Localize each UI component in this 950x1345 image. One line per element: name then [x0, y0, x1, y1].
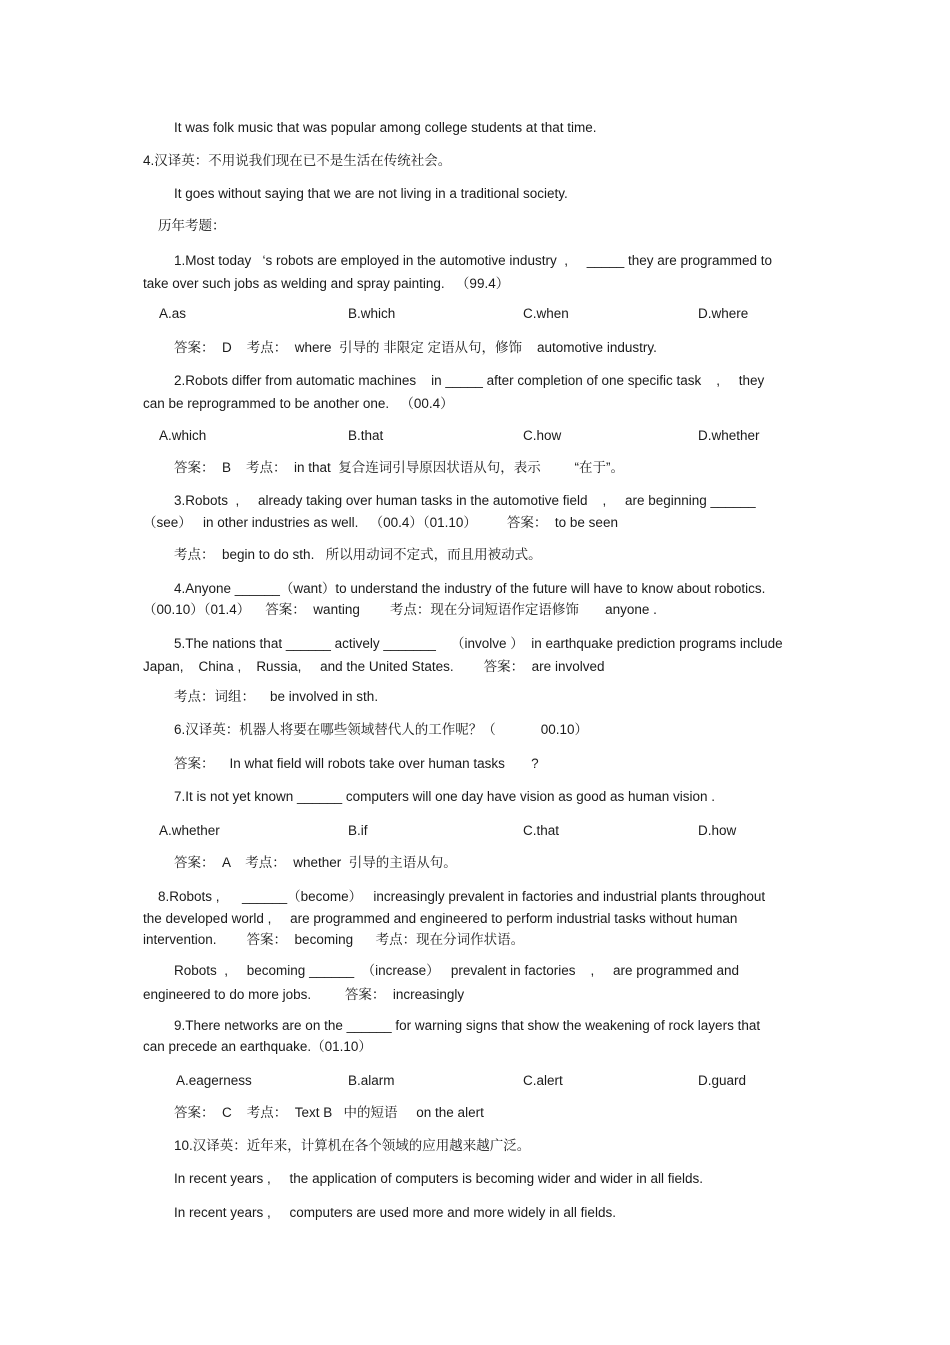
- text-line: 6.汉译英：机器人将要在哪些领域替代人的工作呢？（ 00.10）: [174, 722, 589, 737]
- text-line: 10.汉译英：近年来，计算机在各个领域的应用越来越广泛。: [174, 1138, 531, 1153]
- text-line: take over such jobs as welding and spray painting. （99.4）: [143, 276, 510, 291]
- text-line: 历年考题：: [158, 218, 226, 233]
- text-line: 9.There networks are on the ______ for warning signs that show the weakening of rock layers that: [174, 1018, 761, 1033]
- text-line: 4.Anyone ______（want）to understand the industry of the future will have to know about robotics.: [174, 581, 766, 596]
- text-line: 答案： D 考点： where 引导的 非限定 定语从句，修饰 automotive industry.: [174, 340, 657, 355]
- answer-option: C.that: [523, 823, 560, 838]
- text-line: （see） in other industries as well. （00.4）（01.10） 答案： to be seen: [143, 515, 618, 530]
- text-line: 4.汉译英：不用说我们现在已不是生活在传统社会。: [143, 153, 452, 168]
- answer-option: D.how: [698, 823, 737, 838]
- text-line: 1.Most today ‘s robots are employed in the automotive industry , _____ they are programmed to: [174, 253, 773, 268]
- text-line: 考点：词组： be involved in sth.: [174, 689, 379, 704]
- text-line: It was folk music that was popular among college students at that time.: [174, 120, 597, 135]
- answer-option: B.that: [348, 428, 384, 443]
- answer-option: C.when: [523, 306, 569, 321]
- answer-option: D.whether: [698, 428, 760, 443]
- text-line: Robots , becoming ______ （increase） prevalent in factories , are programmed and: [174, 963, 740, 978]
- answer-option: A.whether: [159, 823, 220, 838]
- answer-option: D.where: [698, 306, 749, 321]
- answer-option: B.which: [348, 306, 396, 321]
- text-line: 5.The nations that ______ actively _______ （involve ） in earthquake prediction programs include: [174, 636, 783, 651]
- text-line: 2.Robots differ from automatic machines in _____ after completion of one specific task , they: [174, 373, 765, 388]
- text-line: 8.Robots , ______（become） increasingly prevalent in factories and industrial plants throughout: [158, 889, 766, 904]
- text-line: the developed world , are programmed and engineered to perform industrial tasks without human: [143, 911, 738, 926]
- text-line: 答案： In what field will robots take over human tasks ?: [174, 756, 539, 771]
- text-line: engineered to do more jobs. 答案： increasingly: [143, 987, 465, 1002]
- answer-option: A.which: [159, 428, 207, 443]
- answer-option: A.as: [159, 306, 187, 321]
- answer-option: C.how: [523, 428, 562, 443]
- text-line: Japan, China , Russia, and the United States. 答案： are involved: [143, 659, 605, 674]
- answer-option: B.alarm: [348, 1073, 395, 1088]
- text-line: It goes without saying that we are not living in a traditional society.: [174, 186, 568, 201]
- text-line: 答案： A 考点： whether 引导的主语从句。: [174, 855, 457, 870]
- text-line: 答案： C 考点： Text B 中的短语 on the alert: [174, 1105, 484, 1120]
- text-line: 3.Robots , already taking over human tasks in the automotive field , are beginning ______: [174, 493, 756, 508]
- answer-option: B.if: [348, 823, 368, 838]
- answer-option: C.alert: [523, 1073, 563, 1088]
- text-line: 7.It is not yet known ______ computers will one day have vision as good as human vision .: [174, 789, 716, 804]
- text-line: 考点： begin to do sth. 所以用动词不定式，而且用被动式。: [174, 547, 542, 562]
- answer-option: D.guard: [698, 1073, 747, 1088]
- text-line: In recent years , computers are used more and more widely in all fields.: [174, 1205, 616, 1220]
- answer-option: A.eagerness: [176, 1073, 252, 1088]
- text-line: can be reprogrammed to be another one. （00.4）: [143, 396, 454, 411]
- text-line: intervention. 答案： becoming 考点：现在分词作状语。: [143, 932, 525, 947]
- text-line: 答案： B 考点： in that 复合连词引导原因状语从句，表示 “在于”。: [174, 460, 625, 475]
- text-line: In recent years , the application of computers is becoming wider and wider in all fields.: [174, 1171, 704, 1186]
- text-line: （00.10）（01.4） 答案： wanting 考点：现在分词短语作定语修饰 anyone .: [143, 602, 657, 617]
- text-line: can precede an earthquake.（01.10）: [143, 1039, 372, 1054]
